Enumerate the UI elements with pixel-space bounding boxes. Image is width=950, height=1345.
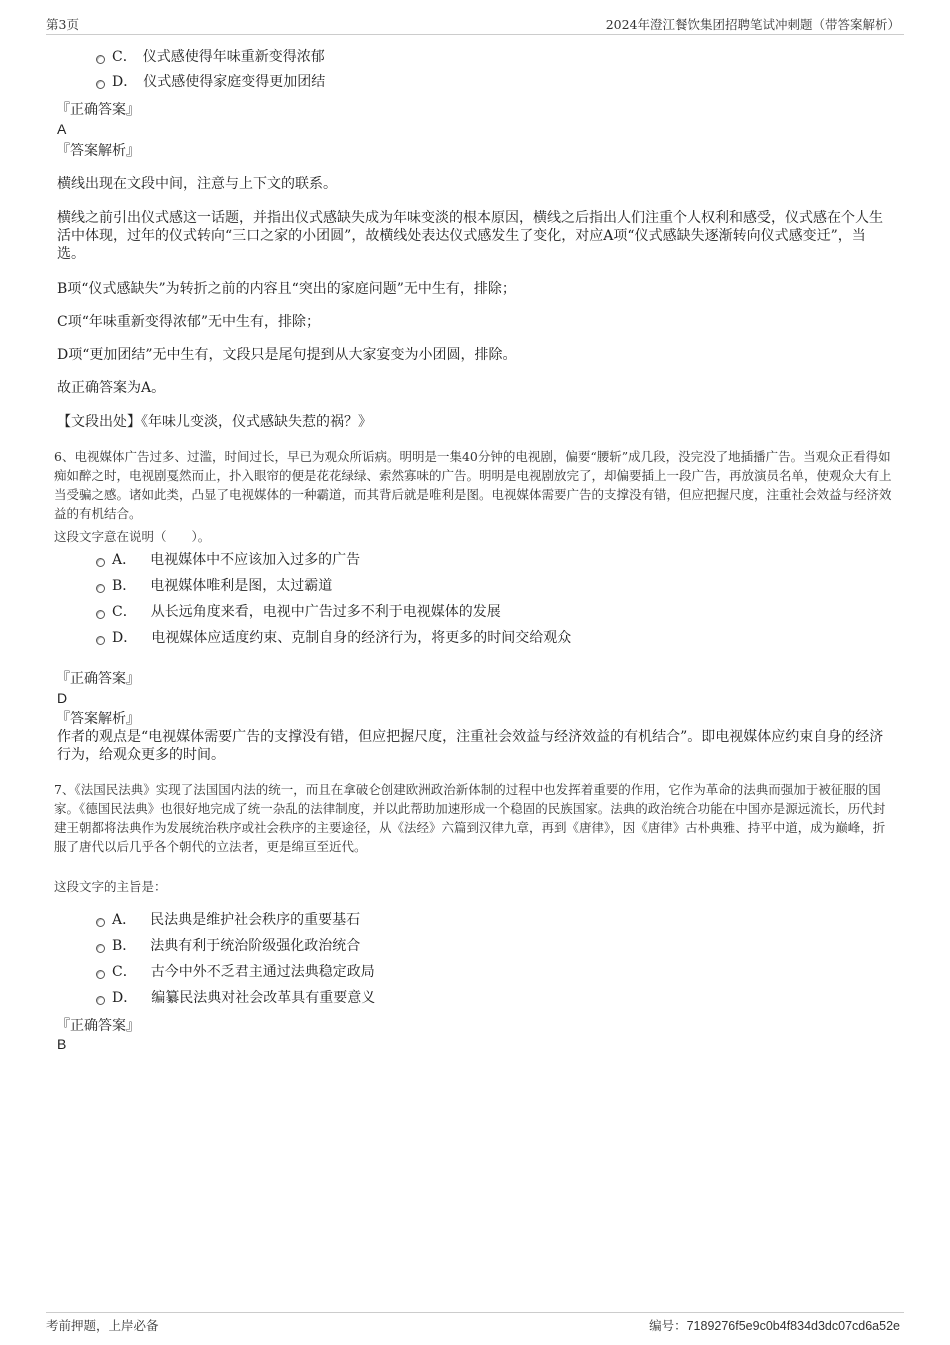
q7-option-d[interactable]: D． 编纂民法典对社会改革具有重要意义 <box>96 988 375 1008</box>
q5-analysis-option-b: B项“仪式感缺失”为转折之前的内容且“突出的家庭问题”无中生有，排除； <box>57 281 516 297</box>
radio-icon[interactable] <box>96 80 105 89</box>
q6-analysis: 作者的观点是“电视媒体需要广告的支撑没有错，但应把握尺度，注重社会效益与经济效益的有机结合”。即电视媒体应约束自身的经济行为，给观众更多的时间。 <box>57 729 884 763</box>
q7-option-a[interactable]: A． 民法典是维护社会秩序的重要基石 <box>96 910 360 930</box>
q6-analysis-label: 『答案解析』 <box>56 711 140 727</box>
radio-icon[interactable] <box>96 558 105 567</box>
q6-question: 这段文字意在说明（ ）。 <box>54 529 211 544</box>
page-header <box>46 14 904 35</box>
radio-icon[interactable] <box>96 918 105 927</box>
q5-answer: A <box>57 121 67 137</box>
q5-analysis-option-c: C项“年味重新变得浓郁”无中生有，排除； <box>57 314 321 330</box>
q5-analysis-option-d: D项“更加团结”无中生有，文段只是尾句提到从大家宴变为小团圆，排除。 <box>57 347 517 363</box>
q5-analysis-paragraph: 横线之前引出仪式感这一话题，并指出仪式感缺失成为年味变淡的根本原因，横线之后指出人们注重个人权利和感受，仪式感在个人生活中体现，过年的仪式转向“三口之家的小团圆”，故横线处表达仪式感发生了变化，对应A项“仪式感缺失逐渐转向仪式感变迁”，当选。 <box>57 210 883 262</box>
q7-stem: 7、《法国民法典》实现了法国国内法的统一，而且在拿破仑创建欧洲政治新体制的过程中也发挥着重要的作用，它作为革命的法典而强加于被征服的国家。《德国民法典》也很好地完成了统一杂乱的法律制度，并以此帮助加速形成一个稳固的民族国家。法典的政治统合功能在中国亦是源远流长，历代封建王朝都将法典作为发展统治秩序或社会秩序的主要途径，从《法经》六篇到汉律九章，再到《唐律》，因《唐律》古朴典雅、持平中道，成为巅峰，折服了唐代以后几乎各个朝代的立法者，更是绵亘至近代。 <box>54 782 886 854</box>
q6-option-d[interactable]: D． 电视媒体应适度约束、克制自身的经济行为，将更多的时间交给观众 <box>96 628 571 648</box>
q6-answer-label: 『正确答案』 <box>56 671 140 687</box>
q5-analysis-label: 『答案解析』 <box>56 143 140 159</box>
document-title: 2024年澄江餐饮集团招聘笔试冲刺题（带答案解析） <box>605 17 900 32</box>
radio-icon[interactable] <box>96 584 105 593</box>
q6-stem: 6、电视媒体广告过多、过滥，时间过长，早已为观众所诟病。明明是一集40分钟的电视剧，偏要“腰斩”成几段，没完没了地插播广告。当观众正看得如痴如醉之时，电视剧戛然而止，扑入眼帘的便是花花绿绿、索然寡味的广告。明明是电视剧放完了，却偏要插上一段广告，再放演员名单，使观众大有上当受骗之感。诸如此类，凸显了电视媒体的一种霸道，而其背后就是唯利是图。电视媒体需要广告的支撑没有错，但应把握尺度，注重社会效益与经济效益的有机结合。 <box>54 449 892 521</box>
q5-conclusion: 故正确答案为A。 <box>57 380 166 396</box>
page-number: 第3页 <box>46 17 79 32</box>
radio-icon[interactable] <box>96 636 105 645</box>
footer-slogan: 考前押题，上岸必备 <box>46 1318 159 1333</box>
q7-question: 这段文字的主旨是： <box>54 879 167 894</box>
code-value: 7189276f5e9c0b4f834d3dc07cd6a52e <box>686 1319 900 1333</box>
q6-option-c[interactable]: C． 从长远角度来看，电视中广告过多不利于电视媒体的发展 <box>96 602 501 622</box>
q5-option-c[interactable]: C． 仪式感使得年味重新变得浓郁 <box>96 47 325 67</box>
radio-icon[interactable] <box>96 970 105 979</box>
q5-answer-label: 『正确答案』 <box>56 102 140 118</box>
q7-answer: B <box>57 1036 67 1052</box>
radio-icon[interactable] <box>96 996 105 1005</box>
q7-answer-label: 『正确答案』 <box>56 1018 140 1034</box>
q5-analysis-line: 横线出现在文段中间，注意与上下文的联系。 <box>57 176 337 192</box>
q5-option-d[interactable]: D． 仪式感使得家庭变得更加团结 <box>96 72 325 92</box>
code-label: 编号： <box>649 1318 687 1333</box>
page-footer <box>46 1312 904 1337</box>
q6-option-a[interactable]: A． 电视媒体中不应该加入过多的广告 <box>96 550 360 570</box>
q7-option-c[interactable]: C． 古今中外不乏君主通过法典稳定政局 <box>96 962 375 982</box>
q6-answer: D <box>57 690 68 706</box>
q6-option-b[interactable]: B． 电视媒体唯利是图，太过霸道 <box>96 576 332 596</box>
q5-source: 【文段出处】《年味儿变淡，仪式感缺失惹的祸？》 <box>57 414 372 430</box>
radio-icon[interactable] <box>96 55 105 64</box>
document-code <box>649 1316 900 1334</box>
q7-option-b[interactable]: B． 法典有利于统治阶级强化政治统合 <box>96 936 360 956</box>
radio-icon[interactable] <box>96 610 105 619</box>
radio-icon[interactable] <box>96 944 105 953</box>
